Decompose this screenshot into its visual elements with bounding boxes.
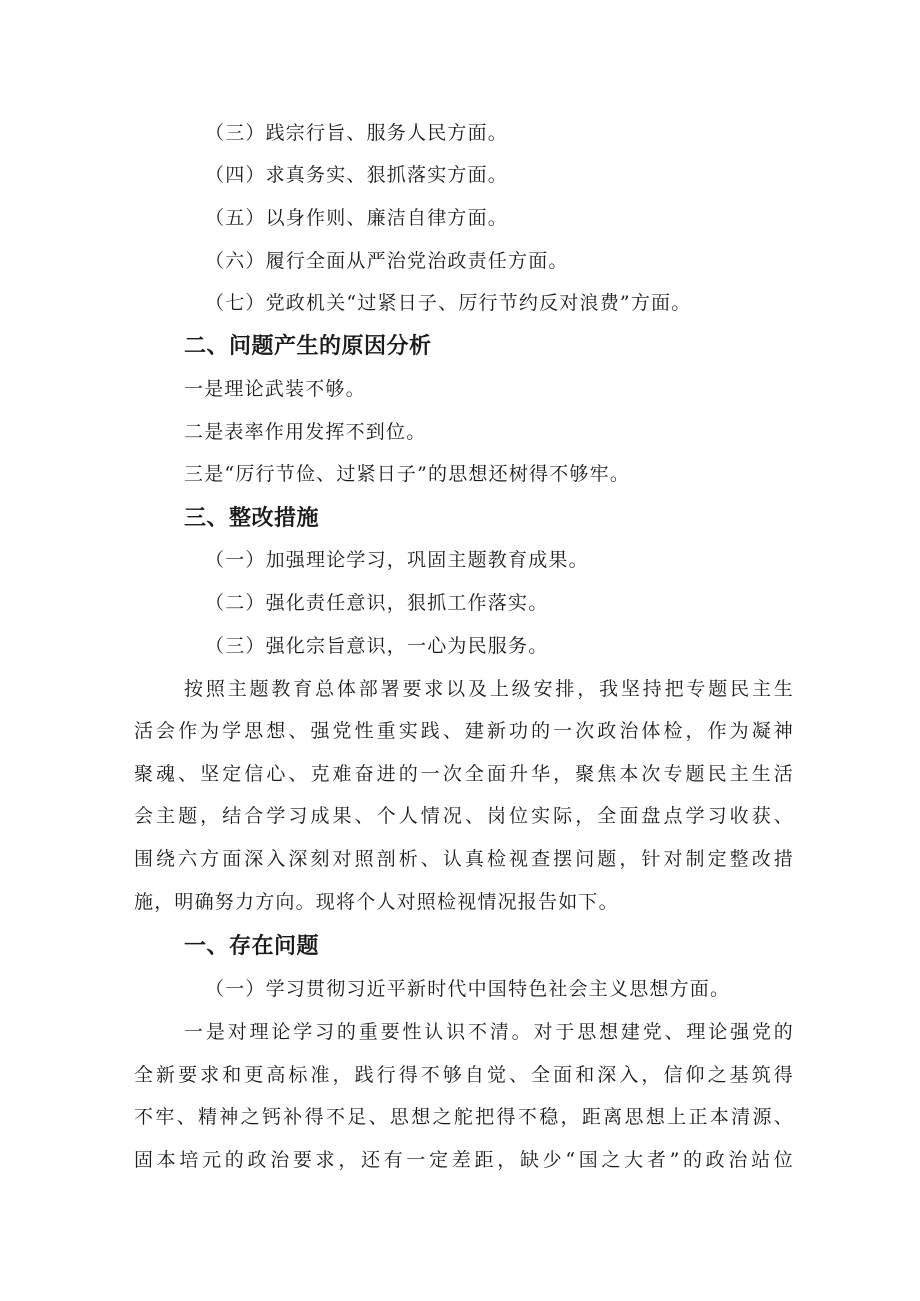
- item-line: （三）践宗行旨、服务人民方面。: [205, 122, 509, 144]
- sub-item-line: （一）学习贯彻习近平新时代中国特色社会主义思想方面。: [205, 978, 731, 1000]
- section-heading: 二、问题产生的原因分析: [184, 334, 432, 359]
- paragraph-line: 施，明确努力方向。现将个人对照检视情况报告如下。: [134, 891, 619, 913]
- measure-line: （二）强化责任意识，狠抓工作落实。: [205, 592, 549, 614]
- measure-line: （三）强化宗旨意识，一心为民服务。: [205, 635, 549, 657]
- item-line: （六）履行全面从严治党治政责任方面。: [205, 250, 569, 272]
- paragraph-line: 一是对理论学习的重要性认识不清。对于思想建党、理论强党的: [184, 1021, 794, 1043]
- paragraph-line: 会主题，结合学习成果、个人情况、岗位实际，全面盘点学习收获、: [134, 805, 794, 827]
- paragraph-line: 全新要求和更高标准，践行得不够自觉、全面和深入，信仰之基筑得: [134, 1064, 794, 1086]
- section-heading: 一、存在问题: [184, 934, 320, 959]
- paragraph-line: 固本培元的政治要求，还有一定差距，缺少“国之大者”的政治站位: [134, 1149, 794, 1171]
- item-line: （五）以身作则、廉洁自律方面。: [205, 207, 509, 229]
- measure-line: （一）加强理论学习，巩固主题教育成果。: [205, 549, 589, 571]
- cause-line: 一是理论武装不够。: [184, 378, 366, 400]
- item-line: （四）求真务实、狠抓落实方面。: [205, 164, 509, 186]
- paragraph-line: 活会作为学思想、强党性重实践、建新功的一次政治体检，作为凝神: [134, 720, 794, 742]
- paragraph-line: 围绕六方面深入深刻对照剖析、认真检视查摆问题，针对制定整改措: [134, 848, 794, 870]
- item-line: （七）党政机关“过紧日子、厉行节约反对浪费”方面。: [205, 292, 692, 314]
- paragraph-line: 按照主题教育总体部署要求以及上级安排，我坚持把专题民主生: [184, 678, 794, 700]
- cause-line: 二是表率作用发挥不到位。: [184, 421, 427, 443]
- section-heading: 三、整改措施: [184, 506, 320, 531]
- cause-line: 三是“厉行节俭、过紧日子”的思想还树得不够牢。: [184, 463, 631, 485]
- paragraph-line: 不牢、精神之钙补得不足、思想之舵把得不稳，距离思想上正本清源、: [134, 1106, 794, 1128]
- paragraph-line: 聚魂、坚定信心、克难奋进的一次全面升华，聚焦本次专题民主生活: [134, 763, 794, 785]
